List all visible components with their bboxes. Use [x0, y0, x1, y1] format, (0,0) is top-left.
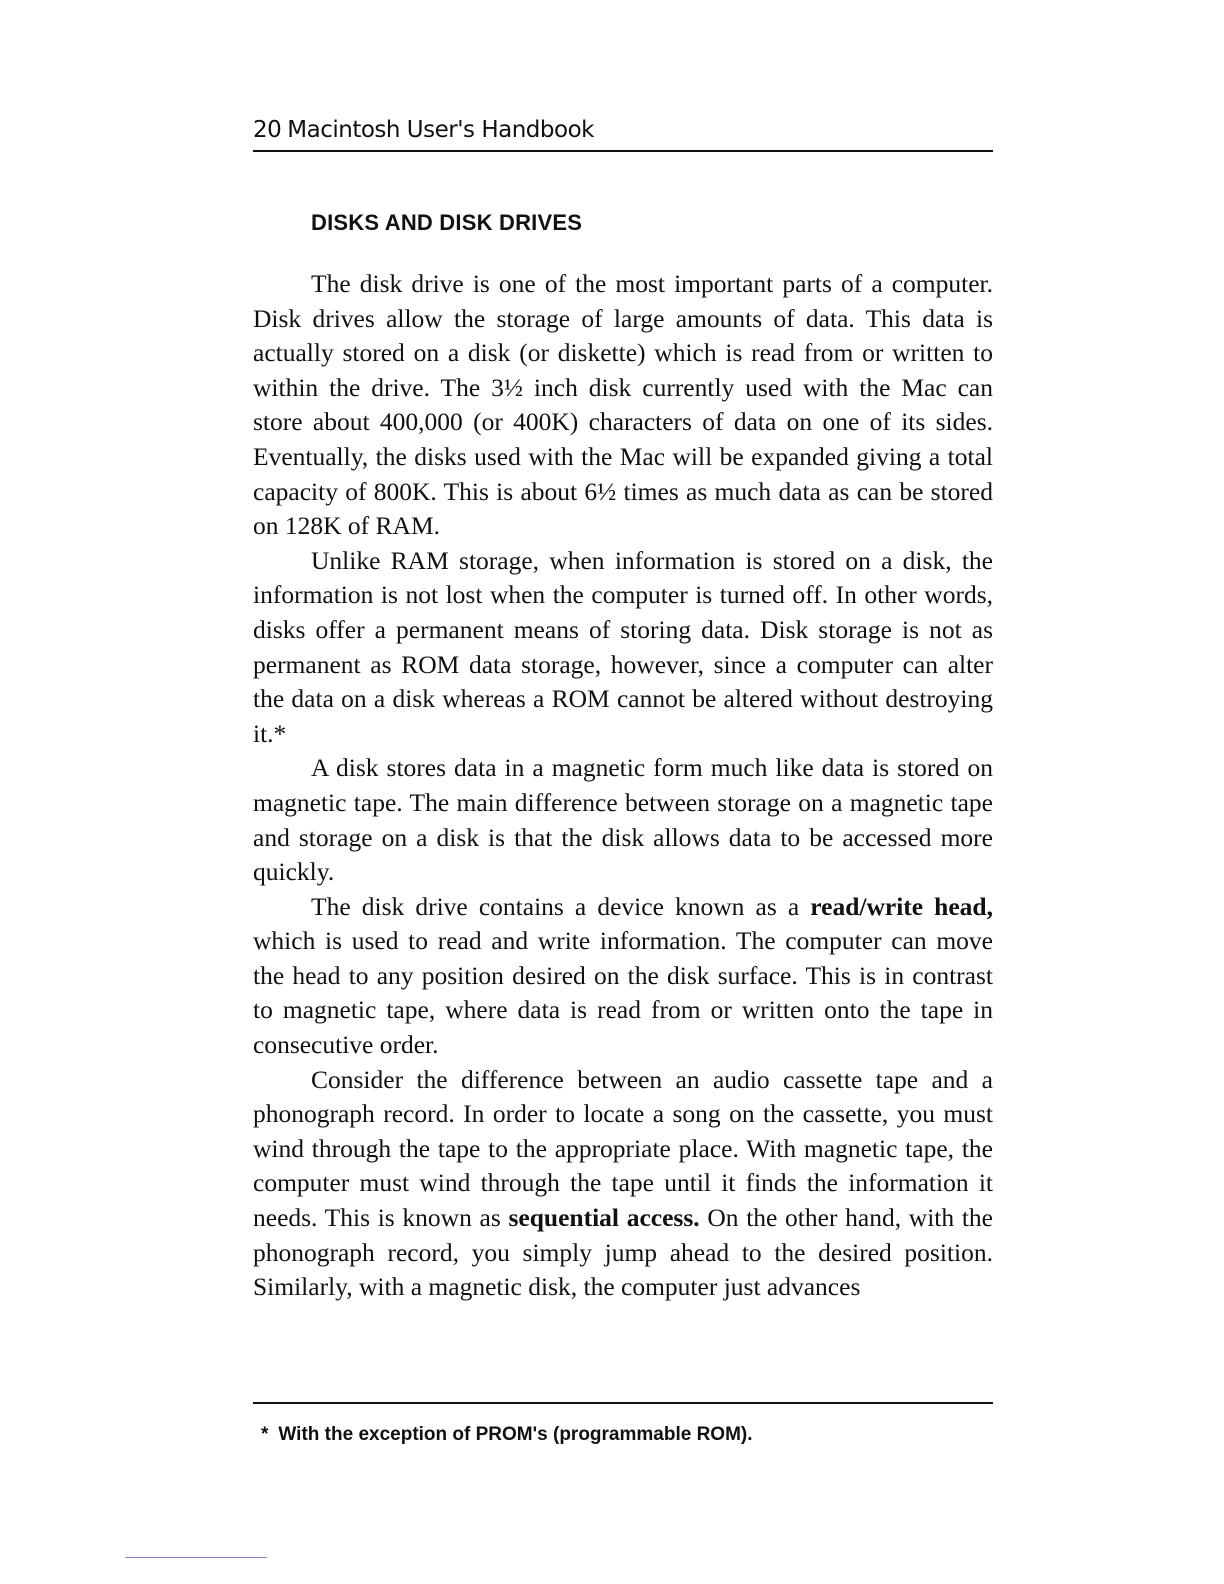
scan-edge-line — [125, 1557, 267, 1558]
paragraph-5-text-after: On the other hand, with the phonograph record, you simply jump ahead to the desired position. Similarly, with a magnetic disk, the computer just advances — [253, 1203, 993, 1302]
header-rule — [253, 150, 993, 152]
body-text — [253, 267, 993, 1305]
book-page — [253, 0, 993, 1584]
paragraph-5 — [253, 1063, 993, 1305]
paragraph-4-text-before: The disk drive contains a device known as a — [311, 891, 811, 921]
term-sequential-access: sequential access. — [508, 1203, 700, 1233]
footnote-rule — [253, 1402, 993, 1404]
paragraph-1: The disk drive is one of the most important parts of a computer. Disk drives allow the storage of large amounts of data. This data is actually stored on a disk (or diskette) which is read from or written to within the drive. The 3½ inch disk currently used with the Mac can store about 400,000 (or 400K) characters of data on one of its sides. Eventually, the disks used with the Mac will be expanded giving a total capacity of 800K. This is about 6½ times as much data as can be stored on 128K of RAM. — [253, 269, 993, 541]
paragraph-4-text-after: which is used to read and write information. The computer can move the head to any position desired on the disk surface. This is in contrast to magnetic tape, where data is read from or written onto the tape in consecutive order. — [253, 926, 993, 1060]
footnote-text: With the exception of PROM's (programmable ROM). — [278, 1424, 753, 1445]
paragraph-4 — [253, 890, 993, 1063]
page-number: 20 — [253, 117, 282, 143]
footnote — [261, 1421, 753, 1449]
footnote-marker: * — [261, 1424, 269, 1445]
term-read-write-head: read/write head, — [810, 891, 993, 921]
running-head — [253, 114, 993, 146]
paragraph-3: A disk stores data in a magnetic form much like data is stored on magnetic tape. The main difference between storage on a magnetic tape and storage on a disk is that the disk allows data to be accessed more quickly. — [253, 753, 993, 887]
section-heading: DISKS AND DISK DRIVES — [311, 210, 583, 235]
paragraph-5-text-before: Consider the difference between an audio cassette tape and a phonograph record. In order to locate a song on the cassette, you must wind through the tape to the appropriate place. With magnetic tape, the computer must wind through the tape until it finds the information it needs. This is known as — [253, 1064, 993, 1233]
paragraph-2: Unlike RAM storage, when information is stored on a disk, the information is not lost when the computer is turned off. In other words, disks offer a permanent means of storing data. Disk storage is not as permanent as ROM data storage, however, since a computer can alter the data on a disk whereas a ROM cannot be altered without destroying it.* — [253, 545, 993, 748]
book-title: Macintosh User's Handbook — [287, 117, 594, 143]
